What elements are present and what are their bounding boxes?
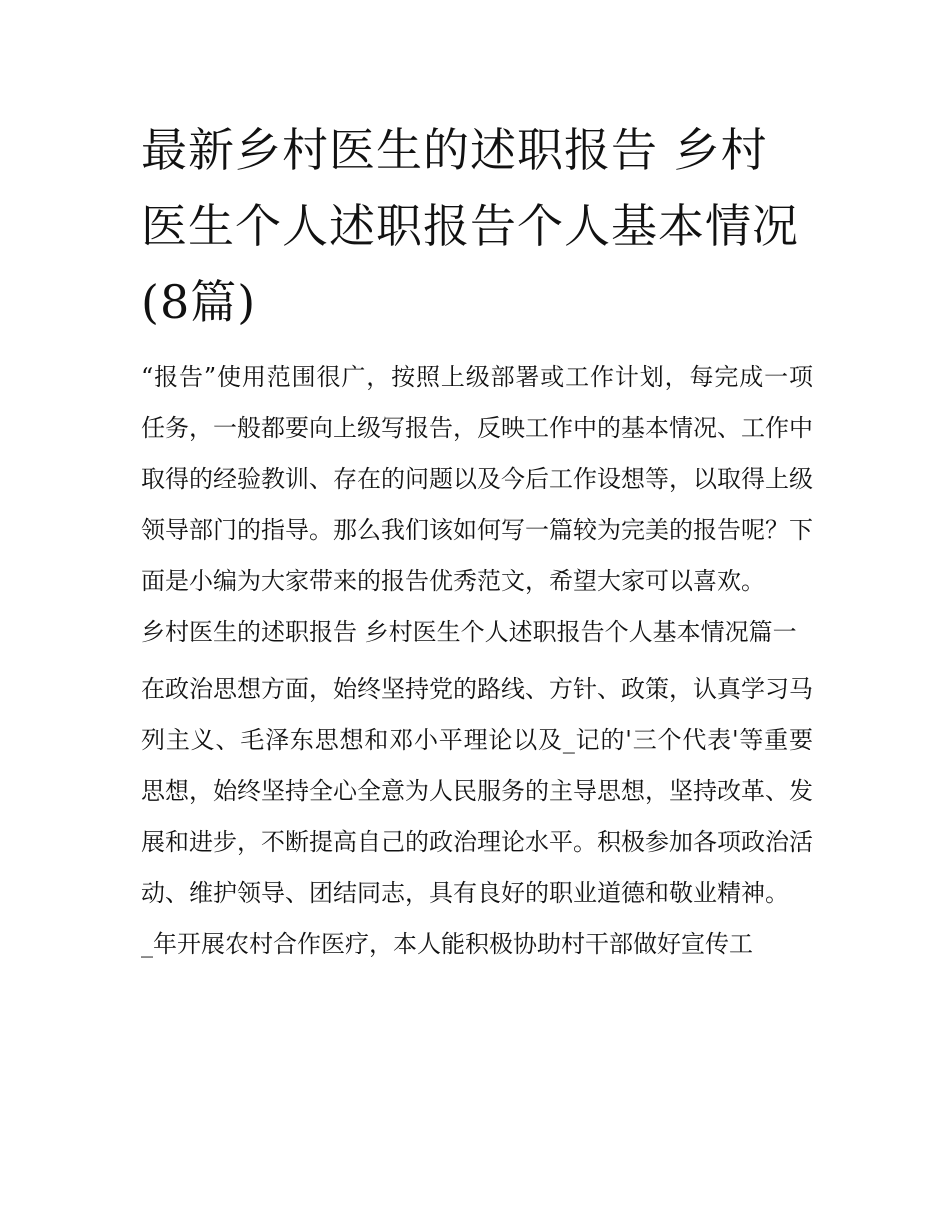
- body-paragraph-1: 在政治思想方面，始终坚持党的路线、方针、政策，认真学习马列主义、毛泽东思想和邓小平理论以及_记的'三个代表'等重要思想，始终坚持全心全意为人民服务的主导思想，坚持改革、发展和进步，不断提高自己的政治理论水平。积极参加各项政治活动、维护领导、团结同志，具有良好的职业道德和敬业精神。: [141, 675, 813, 907]
- document-title: 最新乡村医生的述职报告 乡村医生个人述职报告个人基本情况(8篇): [141, 123, 799, 329]
- intro-paragraph: “报告”使用范围很广，按照上级部署或工作计划，每完成一项任务，一般都要向上级写报告，反映工作中的基本情况、工作中取得的经验教训、存在的问题以及今后工作设想等，以取得上级领导部门的指导。那么我们该如何写一篇较为完美的报告呢？下面是小编为大家带来的报告优秀范文，希望大家可以喜欢。: [141, 363, 813, 595]
- body-paragraph-2: _年开展农村合作医疗，本人能积极协助村干部做好宣传工: [141, 930, 753, 958]
- section-heading: 乡村医生的述职报告 乡村医生个人述职报告个人基本情况篇一: [141, 618, 797, 646]
- document-page: [141, 112, 813, 970]
